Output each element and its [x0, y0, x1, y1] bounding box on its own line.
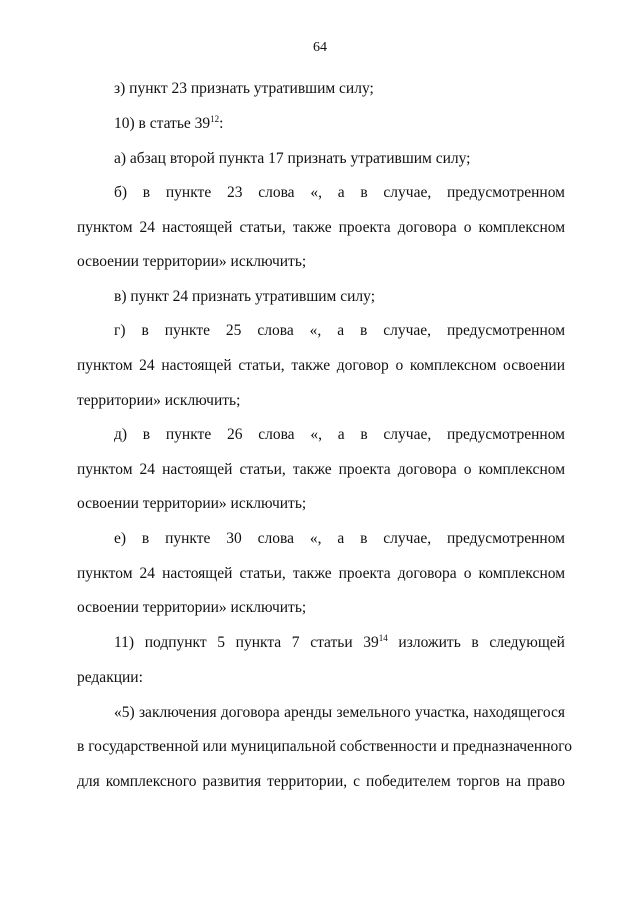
- text-line: для комплексного развития территории, с победителем торгов на право: [77, 773, 565, 790]
- text-line: редакции:: [77, 669, 143, 686]
- superscript: 14: [378, 633, 388, 643]
- text-line: освоении территории» исключить;: [77, 495, 307, 512]
- text-line: пунктом 24 настоящей статьи, также проекта договора о комплексном: [77, 461, 565, 478]
- text-line: пунктом 24 настоящей статьи, также проекта договора о комплексном: [77, 219, 565, 236]
- text-line: б) в пункте 23 слова «, а в случае, предусмотренном: [114, 184, 565, 201]
- superscript: 12: [210, 114, 220, 124]
- text-line: в) пункт 24 признать утратившим силу;: [114, 288, 376, 305]
- text-line: территории» исключить;: [77, 392, 241, 409]
- text-line: пунктом 24 настоящей статьи, также договор о комплексном освоении: [77, 357, 565, 374]
- text-segment: 10) в статье 39: [114, 115, 211, 132]
- text-line: д) в пункте 26 слова «, а в случае, предусмотренном: [114, 426, 565, 443]
- text-line: в государственной или муниципальной собственности и предназначенного: [77, 738, 572, 755]
- text-line: пунктом 24 настоящей статьи, также проекта договора о комплексном: [77, 565, 565, 582]
- text-segment: 11) подпункт 5 пункта 7 статьи 39: [114, 634, 379, 651]
- text-segment: изложить в следующей: [387, 634, 565, 651]
- text-line: г) в пункте 25 слова «, а в случае, предусмотренном: [114, 322, 565, 339]
- text-line: з) пункт 23 признать утратившим силу;: [114, 80, 374, 97]
- text-segment: :: [219, 115, 224, 132]
- text-line: е) в пункте 30 слова «, а в случае, предусмотренном: [114, 530, 565, 547]
- text-line: освоении территории» исключить;: [77, 599, 307, 616]
- text-line: а) абзац второй пункта 17 признать утратившим силу;: [114, 150, 471, 167]
- text-line: [114, 633, 565, 653]
- text-line: освоении территории» исключить;: [77, 253, 307, 270]
- text-line: «5) заключения договора аренды земельного участка, находящегося: [114, 704, 565, 721]
- text-line: [114, 114, 565, 134]
- page-number: 64: [313, 40, 327, 55]
